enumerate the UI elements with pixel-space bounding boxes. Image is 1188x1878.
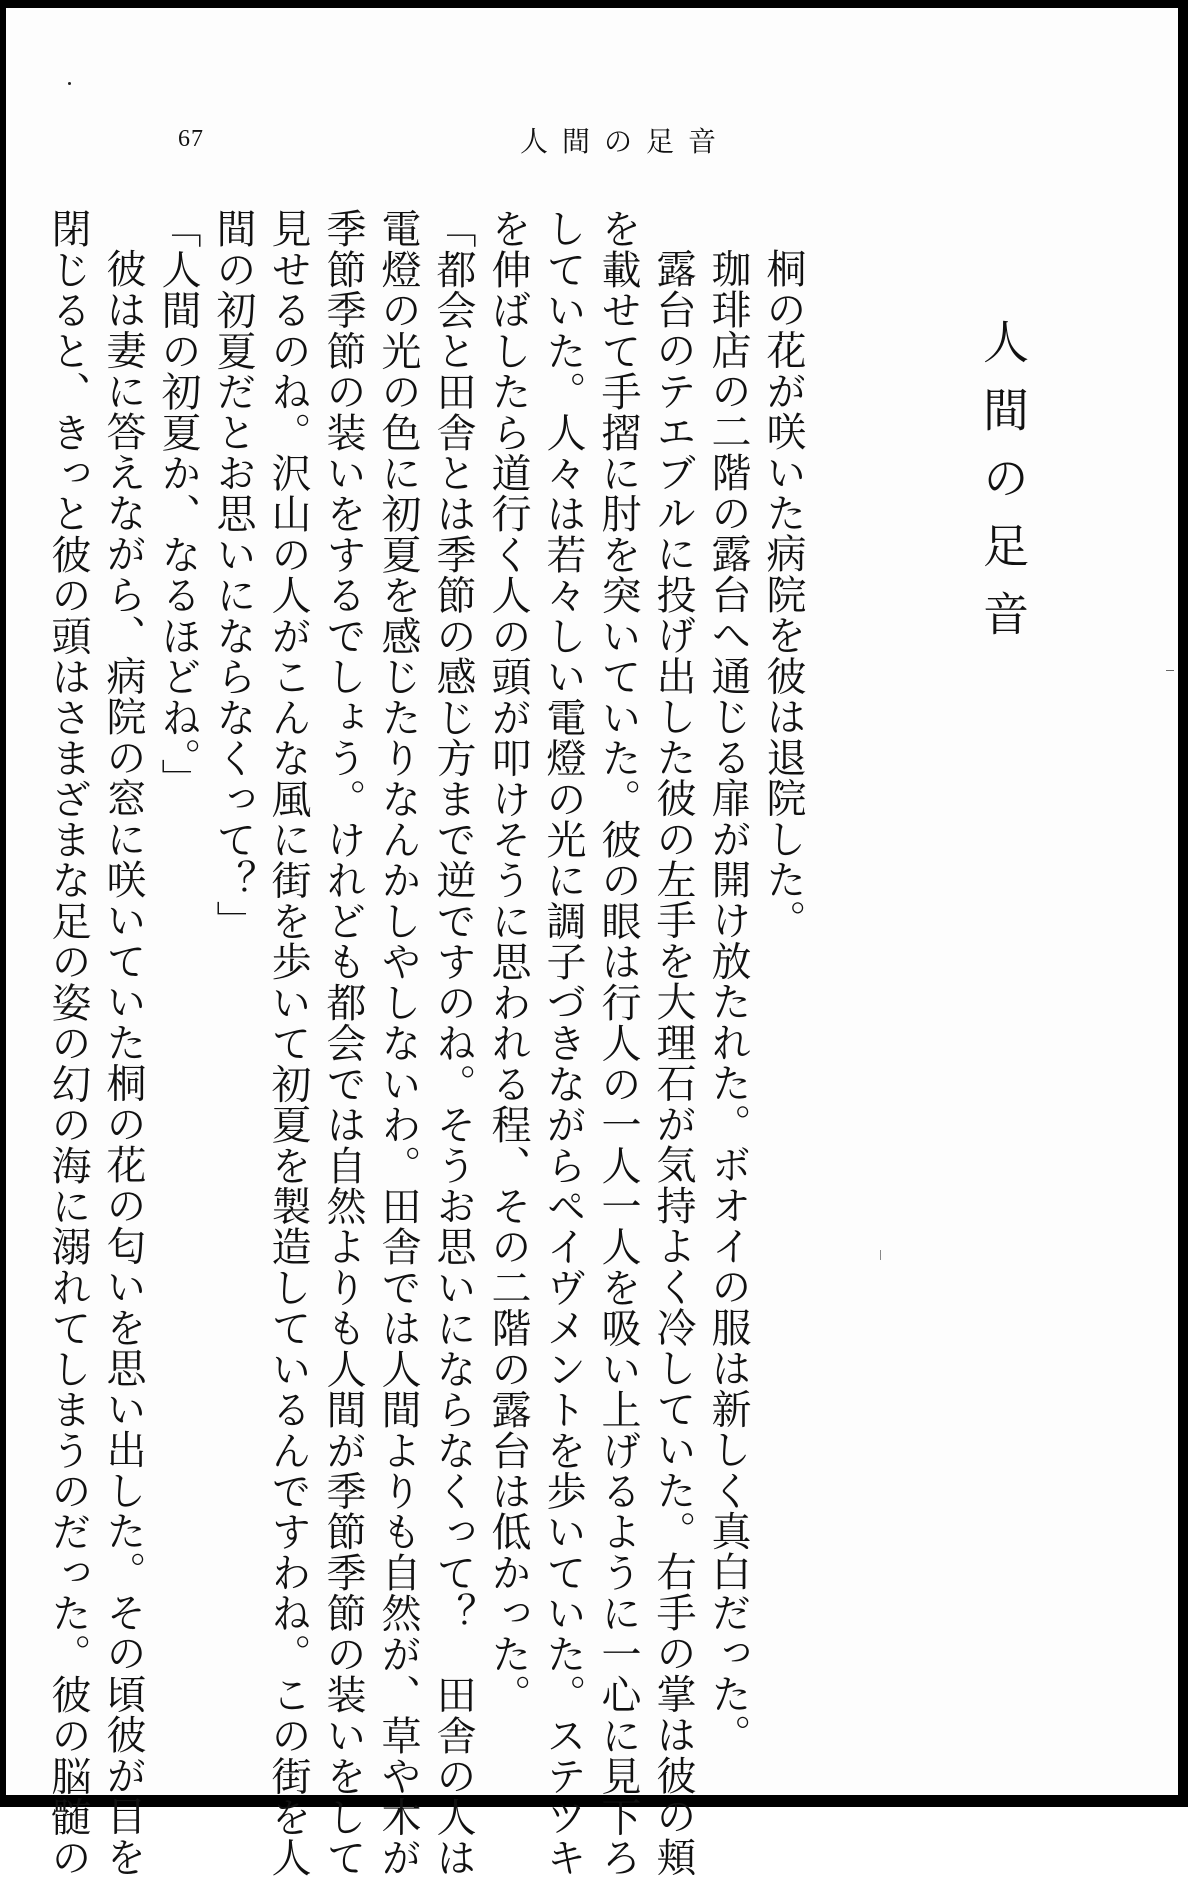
page-number: 67	[178, 126, 204, 152]
text-column: 見せるのね。沢山の人がこんな風に街を歩いて初夏を製造しているんですわね。この街を人	[265, 208, 311, 1878]
text-column: を載せて手摺に肘を突いていた。彼の眼は行人の一人一人を吸い上げるように一心に見下ろ	[595, 208, 641, 1878]
margin-mark	[880, 1250, 881, 1260]
text-column: 「都会と田舎とは季節の感じ方まで逆ですのね。そうお思いにならなくって？ 田舎の人は	[430, 208, 476, 1878]
text-column: を伸ばしたら道行く人の頭が叩けそうに思われる程、その二階の露台は低かった。	[485, 208, 531, 1715]
text-column: 桐の花が咲いた病院を彼は退院した。	[760, 248, 806, 941]
text-column: 間の初夏だとお思いにならなくって？」	[210, 208, 256, 941]
text-column: 彼は妻に答えながら、病院の窓に咲いていた桐の花の匂いを思い出した。その頃彼が目を	[100, 248, 146, 1877]
text-column: 珈琲店の二階の露台へ通じる扉が開け放たれた。ボオイの服は新しく真白だった。	[705, 248, 751, 1755]
text-column: 閉じると、きっと彼の頭はさまざまな足の姿の幻の海に溺れてしまうのだった。彼の脳髄の	[45, 208, 91, 1878]
text-column: 「人間の初夏か、なるほどね。」	[155, 208, 201, 799]
running-head: 人間の足音	[520, 125, 731, 158]
text-column: 季節季節の装いをするでしょう。けれども都会では自然よりも人間が季節季節の装いをして	[320, 208, 366, 1878]
margin-mark	[1166, 670, 1174, 671]
text-column: 露台のテエブルに投げ出した彼の左手を大理石が気持よく冷していた。右手の掌は彼の頬	[650, 248, 696, 1877]
text-column: 電燈の光の色に初夏を感じたりなんかしやしないわ。田舎では人間よりも自然が、草や木が	[375, 208, 421, 1878]
margin-speck	[68, 82, 71, 85]
text-column: していた。人々は若々しい電燈の光に調子づきながらペイヴメントを歩いていた。ステツキ	[540, 208, 586, 1878]
body-text	[45, 208, 810, 1878]
chapter-title: 人間の足音	[976, 318, 1030, 658]
